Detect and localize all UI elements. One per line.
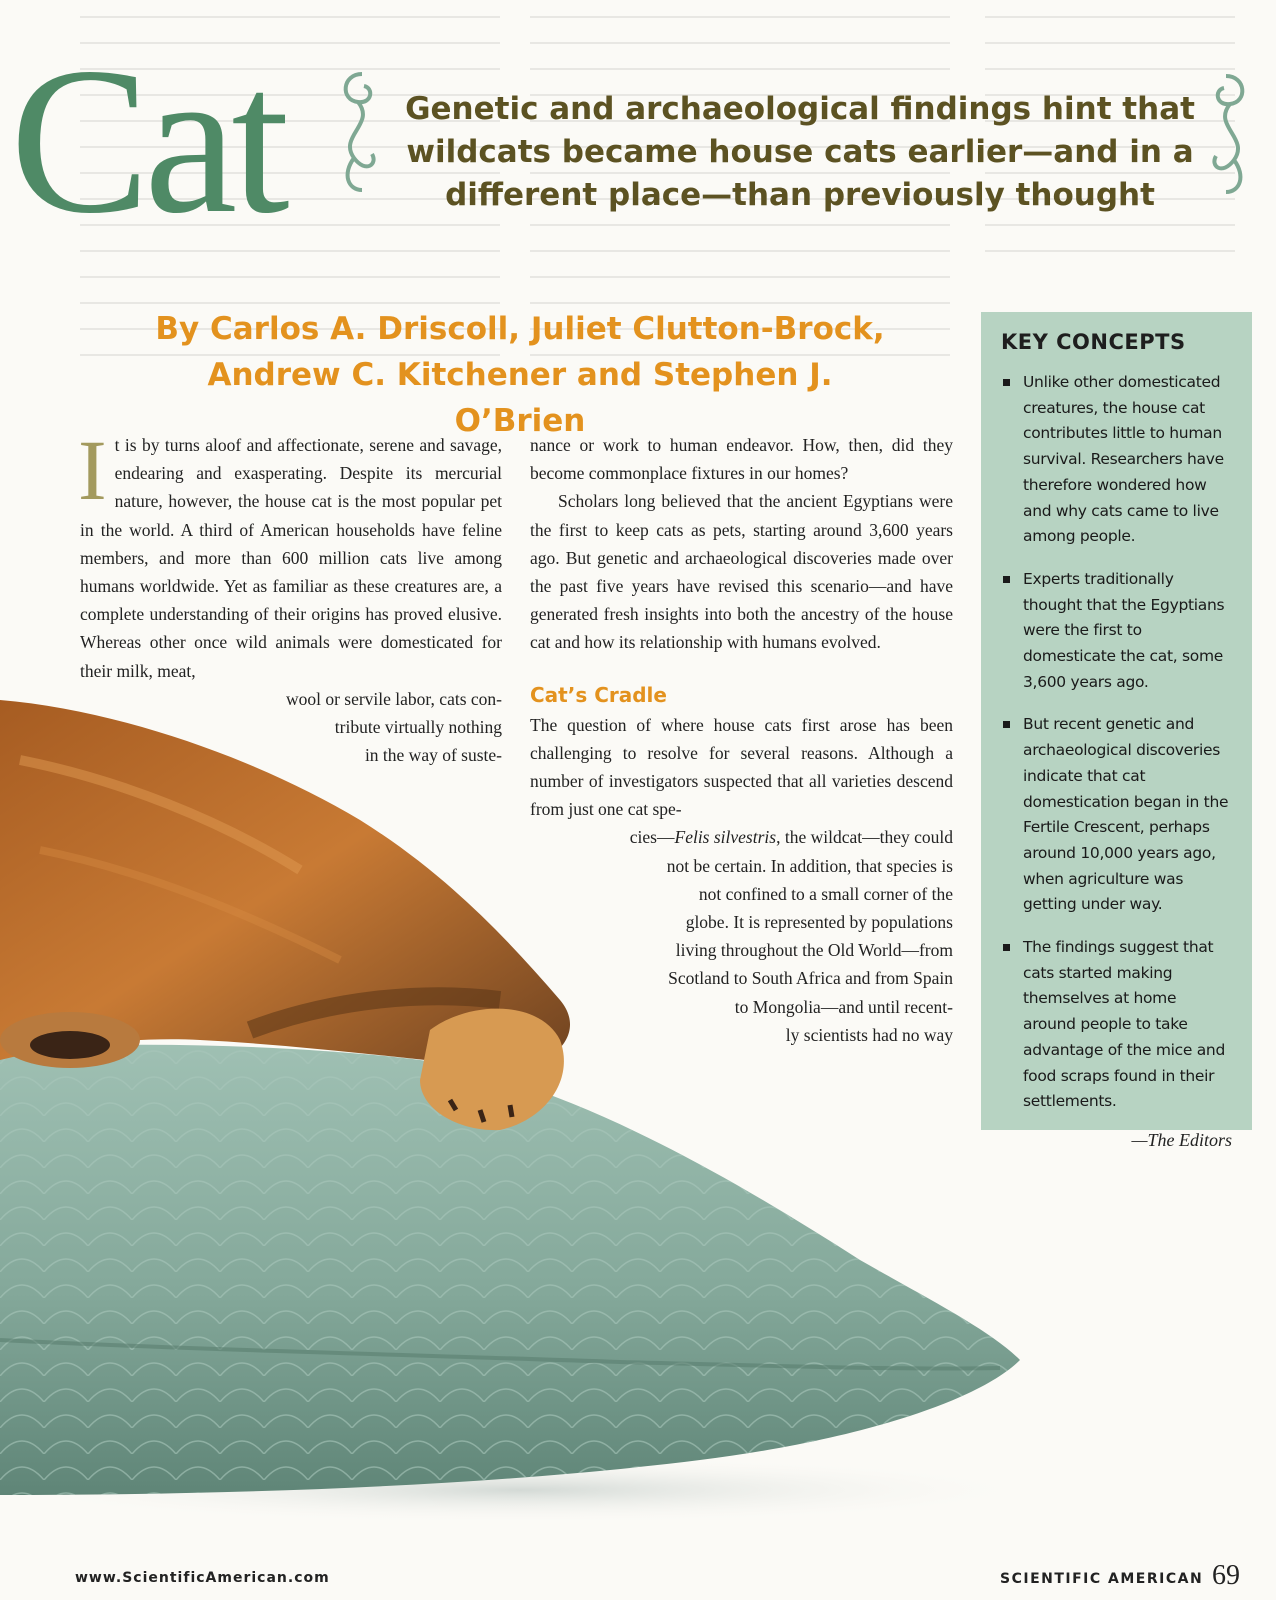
wrapped-line: not be certain. In addition, that species is <box>666 855 953 876</box>
paragraph: The question of where house cats first arose has been challenging to resolve for several reasons. Although a number of investigators suspected that all varieties descend from just one cat spe- <box>530 714 953 820</box>
key-concepts-title: KEY CONCEPTS <box>1001 330 1186 354</box>
wrapped-line <box>530 823 953 851</box>
bullet-icon <box>1003 379 1010 386</box>
section-subhead: Cat’s Cradle <box>530 682 667 707</box>
wrapped-line: globe. It is represented by populations <box>685 912 953 933</box>
paragraph: nance or work to human endeavor. How, then, did they become commonplace fixtures in our homes? <box>530 435 953 484</box>
ornament-flourish-left-icon <box>332 66 382 196</box>
text-fragment: , the wildcat—they could <box>776 827 953 848</box>
page-number: 69 <box>1212 1560 1240 1591</box>
byline-line-1: By Carlos A. Driscoll, Juliet Clutton-Brock, <box>155 311 885 347</box>
body-column-1 <box>78 422 502 769</box>
wrapped-line: in the way of suste- <box>364 745 502 766</box>
key-concept-item <box>1001 567 1232 696</box>
article-title-word: Cat <box>10 25 284 257</box>
key-concept-text: But recent genetic and archaeological discoveries indicate that cat domestication began in the Fertile Crescent, perhaps around 10,000 years ago, when agriculture was getting under way. <box>1023 715 1229 914</box>
opening-text: t is by turns aloof and affectionate, serene and savage, endearing and exasperating. Despite its mercurial nature, however, the house cat is the most popular pet in the world. A third of American households have feline members, and more than 600 million cats live among humans worldwide. Yet as familiar as these creatures are, a complete understanding of their origins has proved elusive. Whereas other once wild animals were domesticated for their milk, meat, <box>80 435 502 681</box>
key-concept-item <box>1001 935 1232 1115</box>
key-concepts-box <box>981 312 1252 1150</box>
paragraph: Scholars long believed that the ancient Egyptians were the first to keep cats as pets, starting around 3,600 years ago. But genetic and archaeological discoveries made over the past five years have revised this scenario—and have generated fresh insights into both the ancestry of the house cat and how its relationship with humans evolved. <box>530 491 953 653</box>
wrapped-line: Scotland to South Africa and from Spain <box>668 968 953 989</box>
wrapped-line: ly scientists had no way <box>785 1024 953 1045</box>
text-fragment: cies— <box>629 827 675 848</box>
article-deck: Genetic and archaeological findings hint that wildcats became house cats earlier—and in a different place—than previously thought <box>405 91 1195 213</box>
key-concept-item <box>1001 370 1232 550</box>
key-concept-text: The findings suggest that cats started making themselves at home around people to take advantage of the mice and food scraps found in their settlements. <box>1023 938 1225 1111</box>
editors-signature: —The Editors <box>1131 1129 1232 1150</box>
opening-paragraph <box>78 422 502 685</box>
key-concept-text: Experts traditionally thought that the Egyptians were the first to domesticate the cat, some 3,600 years ago. <box>1023 569 1225 691</box>
species-name: Felis silvestris <box>674 827 777 848</box>
footer-website-url: www.ScientificAmerican.com <box>75 1570 330 1586</box>
wrapped-line: to Mongolia—and until recent- <box>734 996 953 1017</box>
key-concept-item <box>1001 712 1232 918</box>
bullet-icon <box>1003 721 1010 728</box>
wrapped-line: tribute virtually nothing <box>334 717 502 738</box>
byline-line-2: Andrew C. Kitchener and Stephen J. O’Brien <box>207 357 833 439</box>
key-concepts-list <box>1001 370 1232 1115</box>
bullet-icon <box>1003 944 1010 951</box>
wrapped-line: not confined to a small corner of the <box>698 883 953 904</box>
body-column-2 <box>530 431 953 1049</box>
footer-magazine-name: SCIENTIFIC AMERICAN <box>1000 1571 1204 1587</box>
drop-cap: I <box>78 422 107 518</box>
wrapped-line: living throughout the Old World—from <box>675 940 953 961</box>
wrapped-line: wool or servile labor, cats con- <box>285 688 502 709</box>
ornament-flourish-right-icon <box>1206 68 1256 198</box>
byline <box>150 306 890 444</box>
bullet-icon <box>1003 576 1010 583</box>
key-concept-text: Unlike other domesticated creatures, the house cat contributes little to human survival. Researchers have therefore wondered how and why cats came to live among people. <box>1023 373 1224 546</box>
